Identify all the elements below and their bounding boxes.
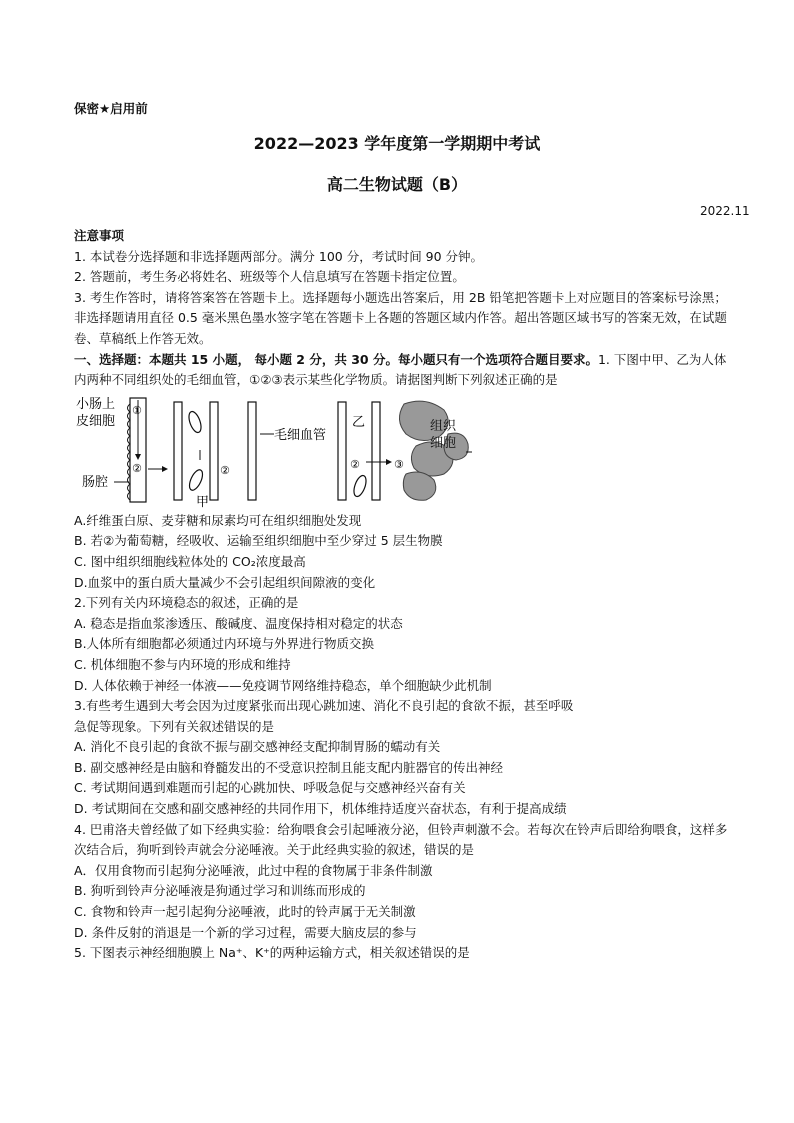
q2-option-a: A. 稳态是指血浆渗透压、酸碱度、温度保持相对稳定的状态	[74, 615, 403, 631]
q1-option-a: A.纤维蛋白原、麦芽糖和尿素均可在组织细胞处发现	[74, 512, 362, 528]
figure-label-lumen: 肠腔	[82, 474, 109, 490]
capillary-figure	[74, 394, 474, 510]
figure-label-yi: 乙	[352, 414, 366, 430]
figure-mark-2: ②	[132, 461, 142, 475]
q3-stem-1: 3.有些考生遇到大考会因为过度紧张而出现心跳加速、消化不良引起的食欲不振，甚至呼吸	[74, 698, 574, 714]
figure-mark-2c: ②	[350, 457, 360, 471]
q4-stem: 4. 巴甫洛夫曾经做了如下经典实验：给狗喂食会引起唾液分泌，但铃声刺激不会。若每次在铃声后即给狗喂食，这样多次结合后，狗听到铃声就会分泌唾液。关于此经典实验的叙述，错误的是	[74, 821, 728, 858]
q2-stem: 2.下列有关内环境稳态的叙述，正确的是	[74, 595, 299, 611]
q3-option-c: C. 考试期间遇到难题而引起的心跳加快、呼吸急促与交感神经兴奋有关	[74, 780, 466, 796]
section1-heading: 一、选择题：本题共 15 小题， 每小题 2 分，共 30 分。每小题只有一个选项符合题目要求。	[74, 351, 598, 367]
q4-option-c: C. 食物和铃声一起引起狗分泌唾液，此时的铃声属于无关制激	[74, 904, 416, 920]
exam-content	[74, 226, 734, 964]
figure-mark-2b: ②	[220, 463, 230, 477]
notice-heading: 注意事项	[74, 228, 125, 243]
figure-label-cell-1: 小肠上	[76, 396, 116, 412]
q4-option-b: B. 狗听到铃声分泌唾液是狗通过学习和训练而形成的	[74, 883, 366, 899]
q5-stem: 5. 下图表示神经细胞膜上 Na⁺、K⁺的两种运输方式，相关叙述错误的是	[74, 945, 470, 961]
figure-label-tissue-2: 细胞	[430, 435, 457, 451]
q1-option-b: B. 若②为葡萄糖，经吸收、运输至组织细胞中至少穿过 5 层生物膜	[74, 533, 443, 549]
exam-title: 2022—2023 学年度第一学期期中考试	[253, 134, 541, 153]
q4-option-a: A．仅用食物而引起狗分泌唾液，此过中程的食物属于非条件制激	[74, 862, 433, 878]
q3-option-b: B. 副交感神经是由脑和脊髓发出的不受意识控制且能支配内脏器官的传出神经	[74, 759, 504, 775]
q3-option-a: A. 消化不良引起的食欲不振与副交感神经支配抑制胃肠的蠕动有关	[74, 739, 441, 755]
q2-option-d: D. 人体依赖于神经一体液——免疫调节网络维持稳态，单个细胞缺少此机制	[74, 677, 492, 693]
q3-option-d: D. 考试期间在交感和副交感神经的共同作用下，机体维持适度兴奋状态，有利于提高成绩	[74, 801, 567, 817]
figure-label-tissue-1: 组织	[430, 418, 457, 434]
figure-mark-1: ①	[132, 403, 142, 417]
figure-label-tissue	[430, 418, 456, 452]
exam-date: 2022.11	[700, 204, 750, 218]
q4-option-d: D. 条件反射的消退是一个新的学习过程，需要大脑皮层的参与	[74, 924, 417, 940]
notice-item: 2. 答题前，考生务必将姓名、班级等个人信息填写在答题卡指定位置。	[74, 269, 465, 285]
q3-stem-2: 急促等现象。下列有关叙述错误的是	[74, 718, 275, 734]
figure-mark-3: ③	[394, 457, 404, 471]
q1-option-c: C. 图中组织细胞线粒体处的 CO₂浓度最高	[74, 553, 306, 569]
notice-item: 3. 考生作答时，请将答案答在答题卡上。选择题每小题选出答案后，用 2B 铅笔把答题卡上对应题目的答案标号涂黑；非选择题请用直径 0.5 毫米黑色墨水签字笔在答题卡上各题的答题区域内作答。超出答题区域书写的答案无效，在试题卷、草稿纸上作答无效。	[74, 289, 727, 346]
capillary-diagram	[74, 394, 474, 510]
confidential-mark: 保密★启用前	[74, 101, 148, 116]
exam-subtitle: 高二生物试题（B）	[326, 175, 468, 194]
figure-label-jia: 甲	[196, 494, 210, 510]
q2-option-b: B.人体所有细胞都必须通过内环境与外界进行物质交换	[74, 636, 375, 652]
section1-intro	[74, 350, 734, 391]
figure-label-capillary: 毛细血管	[274, 427, 327, 443]
q1-option-d: D.血浆中的蛋白质大量减少不会引起组织间隙液的变化	[74, 574, 376, 590]
q1-stem: 1. 下图中甲、乙为人体内两种不同组织处的毛细血管，①②③表示某些化学物质。请据图判断下列叙述正确的是	[74, 351, 727, 388]
notice-item: 1. 本试卷分选择题和非选择题两部分。满分 100 分，考试时间 90 分钟。	[74, 248, 484, 264]
figure-label-cell-2: 皮细胞	[76, 413, 116, 429]
q2-option-c: C. 机体细胞不参与内环境的形成和维持	[74, 656, 291, 672]
